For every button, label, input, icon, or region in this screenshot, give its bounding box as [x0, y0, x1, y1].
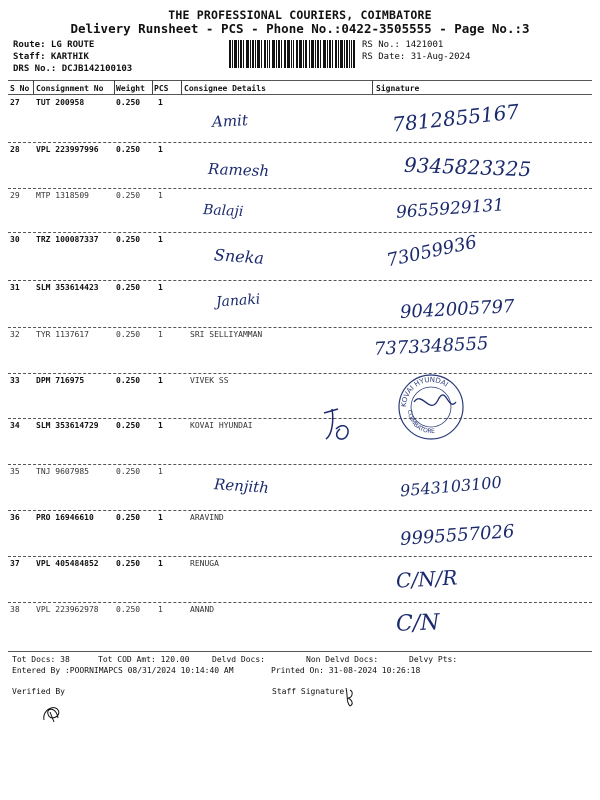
- row-weight: 0.250: [116, 283, 141, 292]
- delivered-docs: Delvd Docs:: [212, 655, 265, 664]
- row-consignment-number: VPL 223962978: [36, 605, 99, 614]
- col-divider: [181, 80, 182, 94]
- row-pieces: 1: [158, 559, 163, 568]
- row-pieces: 1: [158, 467, 163, 476]
- non-delivered-docs: Non Delvd Docs:: [306, 655, 379, 664]
- rs-date: RS Date: 31-Aug-2024: [362, 52, 471, 62]
- row-separator: [8, 418, 592, 419]
- row-serial-number: 33: [10, 376, 20, 385]
- row-serial-number: 32: [10, 330, 20, 339]
- route-label: Route: LG ROUTE: [13, 40, 95, 50]
- verifier-signature-scribble: [40, 700, 64, 726]
- col-divider: [33, 80, 34, 94]
- row-weight: 0.250: [116, 191, 141, 200]
- row-separator: [8, 232, 592, 233]
- verified-by-label: Verified By: [12, 687, 65, 696]
- row-pieces: 1: [158, 513, 163, 522]
- row-consignee-name: VIVEK SS: [190, 376, 229, 385]
- row-consignee-name: RENUGA: [190, 559, 219, 568]
- row-consignment-number: SLM 353614729: [36, 421, 99, 430]
- row-serial-number: 37: [10, 559, 20, 568]
- col-divider: [114, 80, 115, 94]
- row-handwritten-name: Balaji: [202, 201, 244, 221]
- row-pieces: 1: [158, 376, 163, 385]
- row-pieces: 1: [158, 605, 163, 614]
- row-serial-number: 38: [10, 605, 20, 614]
- row-serial-number: 35: [10, 467, 20, 476]
- row-consignment-number: TRZ 100087337: [36, 235, 99, 244]
- row-handwritten-name: Amit: [211, 111, 249, 131]
- row-weight: 0.250: [116, 513, 141, 522]
- row-consignment-number: VPL 223997996: [36, 145, 99, 154]
- row-weight: 0.250: [116, 605, 141, 614]
- total-docs: Tot Docs: 38: [12, 655, 70, 664]
- row-weight: 0.250: [116, 559, 141, 568]
- company-stamp: [396, 372, 466, 442]
- rs-number: RS No.: 1421001: [362, 40, 444, 50]
- col-divider: [372, 80, 373, 94]
- row-consignee-name: SRI SELLIYAMMAN: [190, 330, 263, 339]
- stamp-bottom-text: COIMBATORE: [405, 409, 436, 436]
- drs-number: DRS No.: DCJB142100103: [13, 64, 133, 74]
- stamp-top-text: KOVAI HYUNDAI: [399, 375, 450, 408]
- row-consignee-name: ANAND: [190, 605, 215, 614]
- row-signature: 9345823325: [403, 152, 532, 182]
- col-header-consignment: Consignment No: [36, 84, 104, 93]
- col-header-sno: S No: [10, 84, 30, 93]
- row-separator: [8, 373, 592, 374]
- table-top-border: [8, 80, 592, 81]
- col-header-signature: Signature: [376, 84, 420, 93]
- delivery-points: Delvy Pts:: [409, 655, 458, 664]
- col-header-pcs: PCS: [154, 84, 169, 93]
- row-serial-number: 27: [10, 98, 20, 107]
- row-handwritten-name: Renjith: [213, 475, 270, 497]
- table-bottom-border: [8, 651, 592, 652]
- staff-signature-label: Staff Signature: [272, 687, 345, 696]
- row-signature: 7373348555: [373, 333, 490, 360]
- row-separator: [8, 464, 592, 465]
- runsheet-subtitle: Delivery Runsheet - PCS - Phone No.:0422-3505555 - Page No.:3: [70, 21, 530, 36]
- signature-scribble: [318, 405, 358, 445]
- row-signature: 9543103100: [399, 472, 503, 501]
- row-separator: [8, 510, 592, 511]
- row-separator: [8, 556, 592, 557]
- row-signature: 7812855167: [391, 99, 521, 137]
- row-signature: 9655929131: [395, 195, 505, 223]
- row-weight: 0.250: [116, 467, 141, 476]
- col-header-consignee: Consignee Details: [184, 84, 266, 93]
- col-divider: [152, 80, 153, 94]
- row-signature: 9042005797: [399, 296, 516, 323]
- row-serial-number: 29: [10, 191, 20, 200]
- row-weight: 0.250: [116, 235, 141, 244]
- row-serial-number: 30: [10, 235, 20, 244]
- row-weight: 0.250: [116, 145, 141, 154]
- staff-label: Staff: KARTHIK: [13, 52, 89, 62]
- row-handwritten-name: Janaki: [215, 291, 261, 311]
- printed-on: Printed On: 31-08-2024 10:26:18: [271, 666, 421, 675]
- row-serial-number: 31: [10, 283, 20, 292]
- staff-signature-scribble: [342, 686, 358, 708]
- row-consignment-number: TNJ 9607985: [36, 467, 89, 476]
- total-cod: Tot COD Amt: 120.00: [98, 655, 190, 664]
- row-serial-number: 34: [10, 421, 20, 430]
- row-pieces: 1: [158, 421, 163, 430]
- row-consignee-name: ARAVIND: [190, 513, 224, 522]
- row-pieces: 1: [158, 98, 163, 107]
- svg-text:KOVAI HYUNDAI: [400, 376, 450, 407]
- row-separator: [8, 327, 592, 328]
- row-signature: C/N: [395, 610, 440, 637]
- row-separator: [8, 188, 592, 189]
- row-serial-number: 28: [10, 145, 20, 154]
- table-header-border: [8, 94, 592, 95]
- row-consignment-number: TUT 200958: [36, 98, 85, 107]
- row-consignment-number: TYR 1137617: [36, 330, 89, 339]
- row-consignee-name: KOVAI HYUNDAI: [190, 421, 253, 430]
- row-weight: 0.250: [116, 98, 141, 107]
- row-signature: 9995557026: [399, 521, 516, 550]
- row-pieces: 1: [158, 235, 163, 244]
- entered-by: Entered By :POORNIMAPCS 08/31/2024 10:14:40 AM: [12, 666, 234, 675]
- row-serial-number: 36: [10, 513, 20, 522]
- row-handwritten-name: Ramesh: [207, 159, 270, 181]
- row-consignment-number: MTP 1318509: [36, 191, 89, 200]
- row-consignment-number: PRO 16946610: [36, 513, 94, 522]
- row-weight: 0.250: [116, 376, 141, 385]
- row-weight: 0.250: [116, 330, 141, 339]
- row-consignment-number: DPM 716975: [36, 376, 85, 385]
- row-pieces: 1: [158, 330, 163, 339]
- row-weight: 0.250: [116, 421, 141, 430]
- row-separator: [8, 280, 592, 281]
- row-consignment-number: VPL 405484852: [36, 559, 99, 568]
- col-header-weight: Weight: [116, 84, 145, 93]
- row-signature: 73059936: [384, 231, 479, 272]
- row-pieces: 1: [158, 145, 163, 154]
- row-separator: [8, 142, 592, 143]
- row-signature: C/N/R: [395, 565, 458, 593]
- company-title: THE PROFESSIONAL COURIERS, COIMBATORE: [168, 8, 432, 22]
- row-handwritten-name: Sneka: [213, 245, 265, 268]
- row-pieces: 1: [158, 191, 163, 200]
- row-consignment-number: SLM 353614423: [36, 283, 99, 292]
- barcode: [229, 40, 355, 68]
- row-separator: [8, 602, 592, 603]
- row-pieces: 1: [158, 283, 163, 292]
